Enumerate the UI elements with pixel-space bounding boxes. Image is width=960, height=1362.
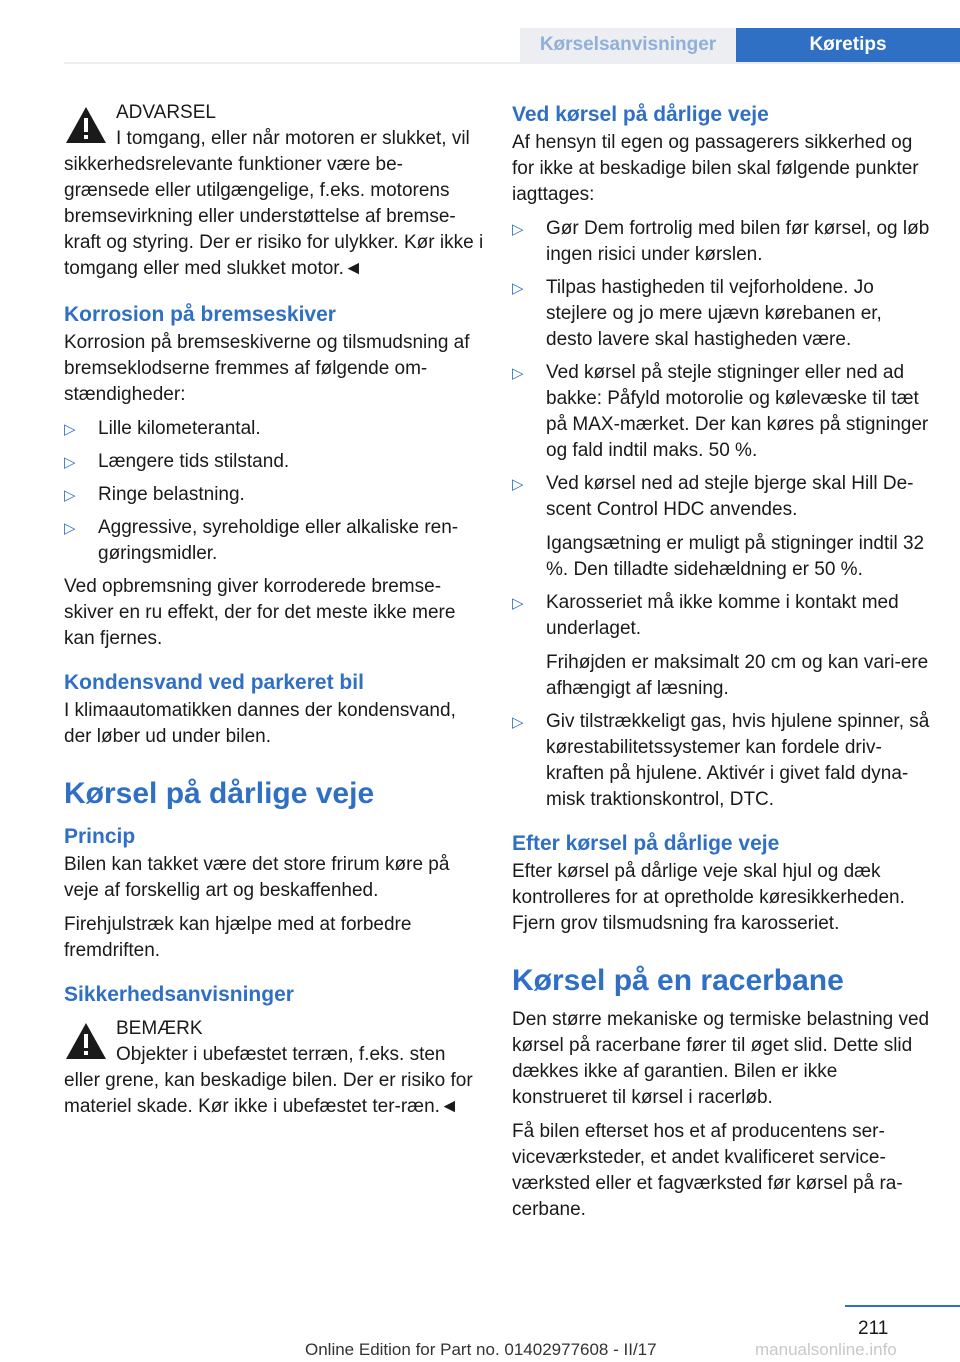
warning-body: I tomgang, eller når motoren er slukket, vil sikkerhedsrelevante funktioner være be-grænsede eller utilgængelige, f.eks. motorens bremsevirkning eller understøttelse af bremse-kraft og styring. Der er risiko for ulykker. Kør ikke i tomgang eller med slukket motor.◄ — [64, 128, 484, 279]
warning-box-advarsel — [64, 100, 484, 282]
header-active-tab[interactable]: Køretips — [736, 28, 960, 62]
list-item: ▷ Ringe belastning. — [64, 482, 484, 508]
left-column — [64, 100, 484, 1120]
list-item: ▷ Lille kilometerantal. — [64, 416, 484, 442]
korrosion-outro: Ved opbremsning giver korroderede bremse-skiver en ru effekt, der for det meste ikke mere kan fjernes. — [64, 576, 456, 649]
page-number: 211 — [858, 1318, 889, 1339]
warning-body: Objekter i ubefæstet terræn, f.eks. sten eller grene, kan beskadige bilen. Der er risiko for materiel skade. Kør ikke i ubefæstet ter-ræn.◄ — [64, 1044, 473, 1117]
list-item-text: Karosseriet må ikke komme i kontakt med underlaget. — [546, 592, 899, 639]
footer-divider — [845, 1305, 960, 1307]
kondensvand-body: I klimaautomatikken dannes der kondensvand, der løber ud under bilen. — [64, 700, 456, 747]
edition-label: Online Edition for Part no. 01402977608 - II/17 — [305, 1340, 657, 1359]
list-item-text: Ved kørsel på stejle stigninger eller ned ad bakke: Påfyld motorolie og kølevæske til tæt på MAX-mærket. Der kan køres på stigninger og fald indtil maks. 50 %. — [546, 362, 929, 461]
racerbane-p1: Den større mekaniske og termiske belastning ved kørsel på racerbane fører til øget slid. Dette slid dækkes ikke af garantien. Bilen er ikke konstrueret til kørsel i racerløb. — [512, 1009, 930, 1108]
list-item-note: Igangsætning er muligt på stigninger indtil 32 %. Den tilladte sidehældning er 50 %. — [546, 533, 925, 580]
efter-koersel-body: Efter kørsel på dårlige veje skal hjul og dæk kontrolleres for at opretholde køresikkerheden. Fjern grov tilsmudsning fra karosseriet. — [512, 861, 905, 934]
warning-triangle-icon — [64, 1021, 108, 1061]
list-item: ▷ Længere tids stilstand. — [64, 449, 484, 475]
list-item — [512, 590, 932, 702]
watermark: manualsonline.info — [755, 1340, 897, 1359]
korrosion-list — [64, 416, 484, 567]
princip-p2: Firehjulstræk kan hjælpe med at forbedre fremdriften. — [64, 914, 412, 961]
ved-koersel-list — [512, 216, 932, 813]
heading-korrosion: Korrosion på bremseskiver — [64, 303, 336, 326]
heading-princip: Princip — [64, 825, 136, 848]
list-item-text: Ved kørsel ned ad stejle bjerge skal Hill De-scent Control HDC anvendes. — [546, 473, 914, 520]
heading-kondensvand: Kondensvand ved parkeret bil — [64, 671, 364, 694]
heading-sikkerhedsanvisninger: Sikkerhedsanvisninger — [64, 983, 294, 1006]
racerbane-p2: Få bilen efterset hos et af producentens ser-viceværksteder, et andet kvalificeret service-værksted eller et fagværksted før kørsel på ra-cerbane. — [512, 1121, 903, 1220]
list-item-note: Frihøjden er maksimalt 20 cm og kan vari-ere afhængigt af læsning. — [546, 652, 929, 699]
header-divider — [64, 62, 960, 64]
ved-koersel-intro: Af hensyn til egen og passagerers sikkerhed og for ikke at beskadige bilen skal følgende punkter iagttages: — [512, 132, 919, 205]
warning-box-bemaerk — [64, 1016, 484, 1120]
list-item — [512, 275, 932, 353]
heading-ved-koersel: Ved kørsel på dårlige veje — [512, 103, 769, 126]
right-column — [512, 100, 932, 1231]
heading-racerbane: Kørsel på en racerbane — [512, 964, 844, 997]
main-heading-daarlige-veje: Kørsel på dårlige veje — [64, 777, 375, 810]
warning-title: BEMÆRK — [116, 1018, 203, 1039]
princip-p1: Bilen kan takket være det store frirum køre på veje af forskellig art og beskaffenhed. — [64, 854, 450, 901]
list-item-text: Giv tilstrækkeligt gas, hvis hjulene spinner, så kørestabilitetssystemer kan fordele driv-kraften på hjulene. Aktivér i givet fald dyna-misk traktionskontrol, DTC. — [546, 711, 930, 810]
list-item — [512, 360, 932, 464]
list-item: ▷ Aggressive, syreholdige eller alkaliske ren-gøringsmidler. — [64, 515, 484, 567]
header-section-tab[interactable]: Kørselsanvisninger — [520, 28, 736, 62]
warning-title: ADVARSEL — [116, 102, 216, 123]
heading-efter-koersel: Efter kørsel på dårlige veje — [512, 832, 780, 855]
list-item-text: Gør Dem fortrolig med bilen før kørsel, og løb ingen risici under kørslen. — [546, 218, 930, 265]
warning-triangle-icon — [64, 105, 108, 145]
list-item — [512, 216, 932, 268]
list-item — [512, 471, 932, 583]
korrosion-intro: Korrosion på bremseskiverne og tilsmudsning af bremseklodserne fremmes af følgende om-stændigheder: — [64, 332, 470, 405]
list-item-text: Tilpas hastigheden til vejforholdene. Jo stejlere og jo mere ujævn kørebanen er, desto lavere skal hastigheden være. — [546, 277, 882, 350]
list-item — [512, 709, 932, 813]
